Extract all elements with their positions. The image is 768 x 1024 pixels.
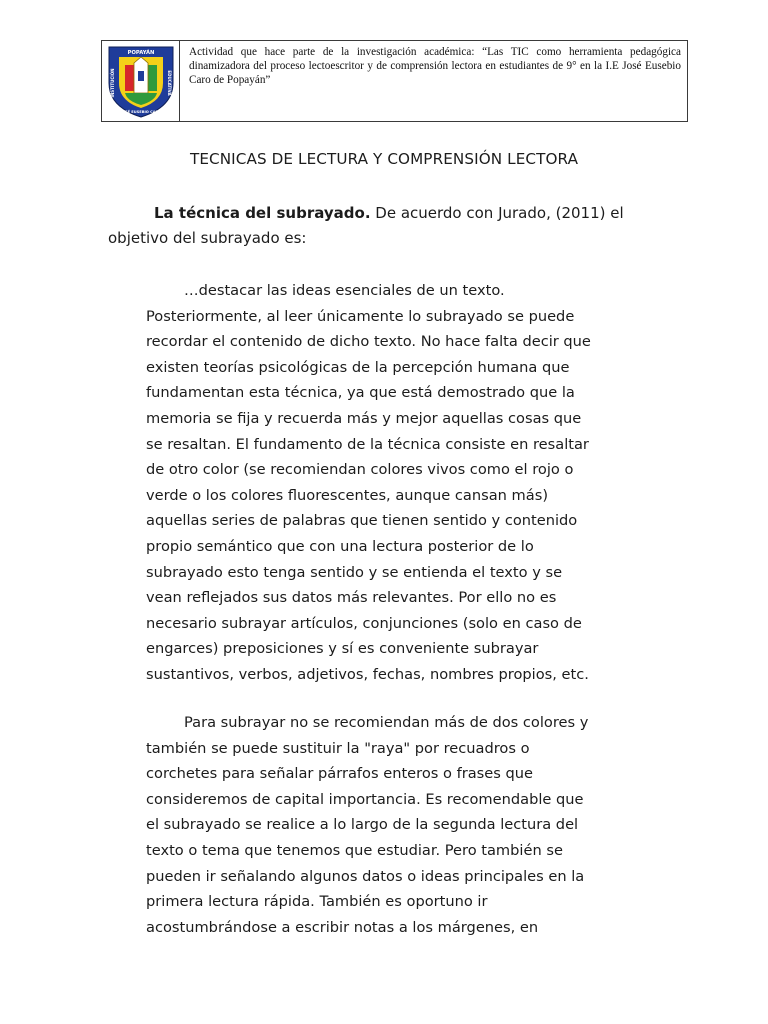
quote-line: existen teorías psicológicas de la percepción humana que (146, 358, 570, 376)
quote-line: fundamentan esta técnica, ya que está demostrado que la (146, 384, 575, 402)
paragraph-line: primera lectura rápida. También es oportuno ir (146, 893, 488, 911)
logo-text-bottom: JOSÉ EUSEBIO CARO (120, 110, 161, 114)
quote-line: se resaltan. El fundamento de la técnica consiste en resaltar (146, 435, 589, 453)
logo-text-left: INSTITUCIÓN (109, 68, 115, 98)
page-title: TECNICAS DE LECTURA Y COMPRENSIÓN LECTORA (189, 150, 579, 168)
header-description: Actividad que hace parte de la investigación académica: “Las TIC como herramienta pedagógica dinamizadora del proceso lectoescritor y de comprensión lectora en estudiantes de 9° en la I.E José Eusebio Caro de Popayán” (189, 46, 681, 86)
school-shield-logo (105, 43, 177, 119)
paragraph-line: el subrayado se realice a lo largo de la segunda lectura del (146, 816, 579, 834)
quote-line: …destacar las ideas esenciales de un texto. (184, 282, 505, 299)
paragraph-line: Para subrayar no se recomiendan más de dos colores y (184, 714, 589, 731)
logo-cell (102, 41, 180, 121)
section-heading: La técnica del subrayado. (154, 204, 371, 222)
paragraph-line: pueden ir señalando algunos datos o ideas principales en la (146, 867, 585, 885)
paragraph-line: texto o tema que tenemos que estudiar. Pero también se (146, 841, 563, 859)
quote-line: sustantivos, verbos, adjetivos, fechas, nombres propios, etc. (146, 665, 589, 683)
logo-text-right: EDUCATIVA (166, 70, 172, 96)
document-header (101, 40, 688, 122)
quote-line: subrayado esto tenga sentido y se entienda el texto y se (146, 563, 563, 581)
logo-text-top: POPAYÁN (127, 50, 154, 56)
paragraph-line: consideremos de capital importancia. Es recomendable que (146, 790, 584, 808)
paragraph-line: corchetes para señalar párrafos enteros o frases que (146, 765, 533, 783)
intro-line-2: objetivo del subrayado es: (108, 229, 307, 247)
quote-line: verde o los colores fluorescentes, aunque cansan más) (146, 486, 549, 504)
quote-line: propio semántico que con una lectura posterior de lo (146, 537, 534, 555)
quote-line: aquellas series de palabras que tienen sentido y contenido (146, 512, 578, 530)
quote-line: vean reflejados sus datos más relevantes. Por ello no es (146, 589, 557, 607)
paragraph-line: acostumbrándose a escribir notas a los márgenes, en (146, 918, 539, 936)
intro-paragraph (108, 201, 648, 251)
paragraph-line: también se puede sustituir la "raya" por recuadros o (146, 739, 530, 757)
intro-line-1 (108, 201, 648, 226)
block-quote (146, 278, 636, 688)
quote-line: Posteriormente, al leer únicamente lo subrayado se puede (146, 307, 575, 325)
body-paragraph (146, 710, 636, 940)
quote-line: necesario subrayar artículos, conjunciones (solo en caso de (146, 614, 582, 632)
quote-line: memoria se fija y recuerda más y mejor aquellas cosas que (146, 409, 582, 427)
quote-line: de otro color (se recomiendan colores vivos como el rojo o (146, 461, 574, 479)
quote-line: engarces) preposiciones y sí es conveniente subrayar (146, 640, 539, 658)
intro-text: De acuerdo con Jurado, (2011) el (370, 204, 624, 222)
quote-line: recordar el contenido de dicho texto. No hace falta decir que (146, 333, 591, 351)
